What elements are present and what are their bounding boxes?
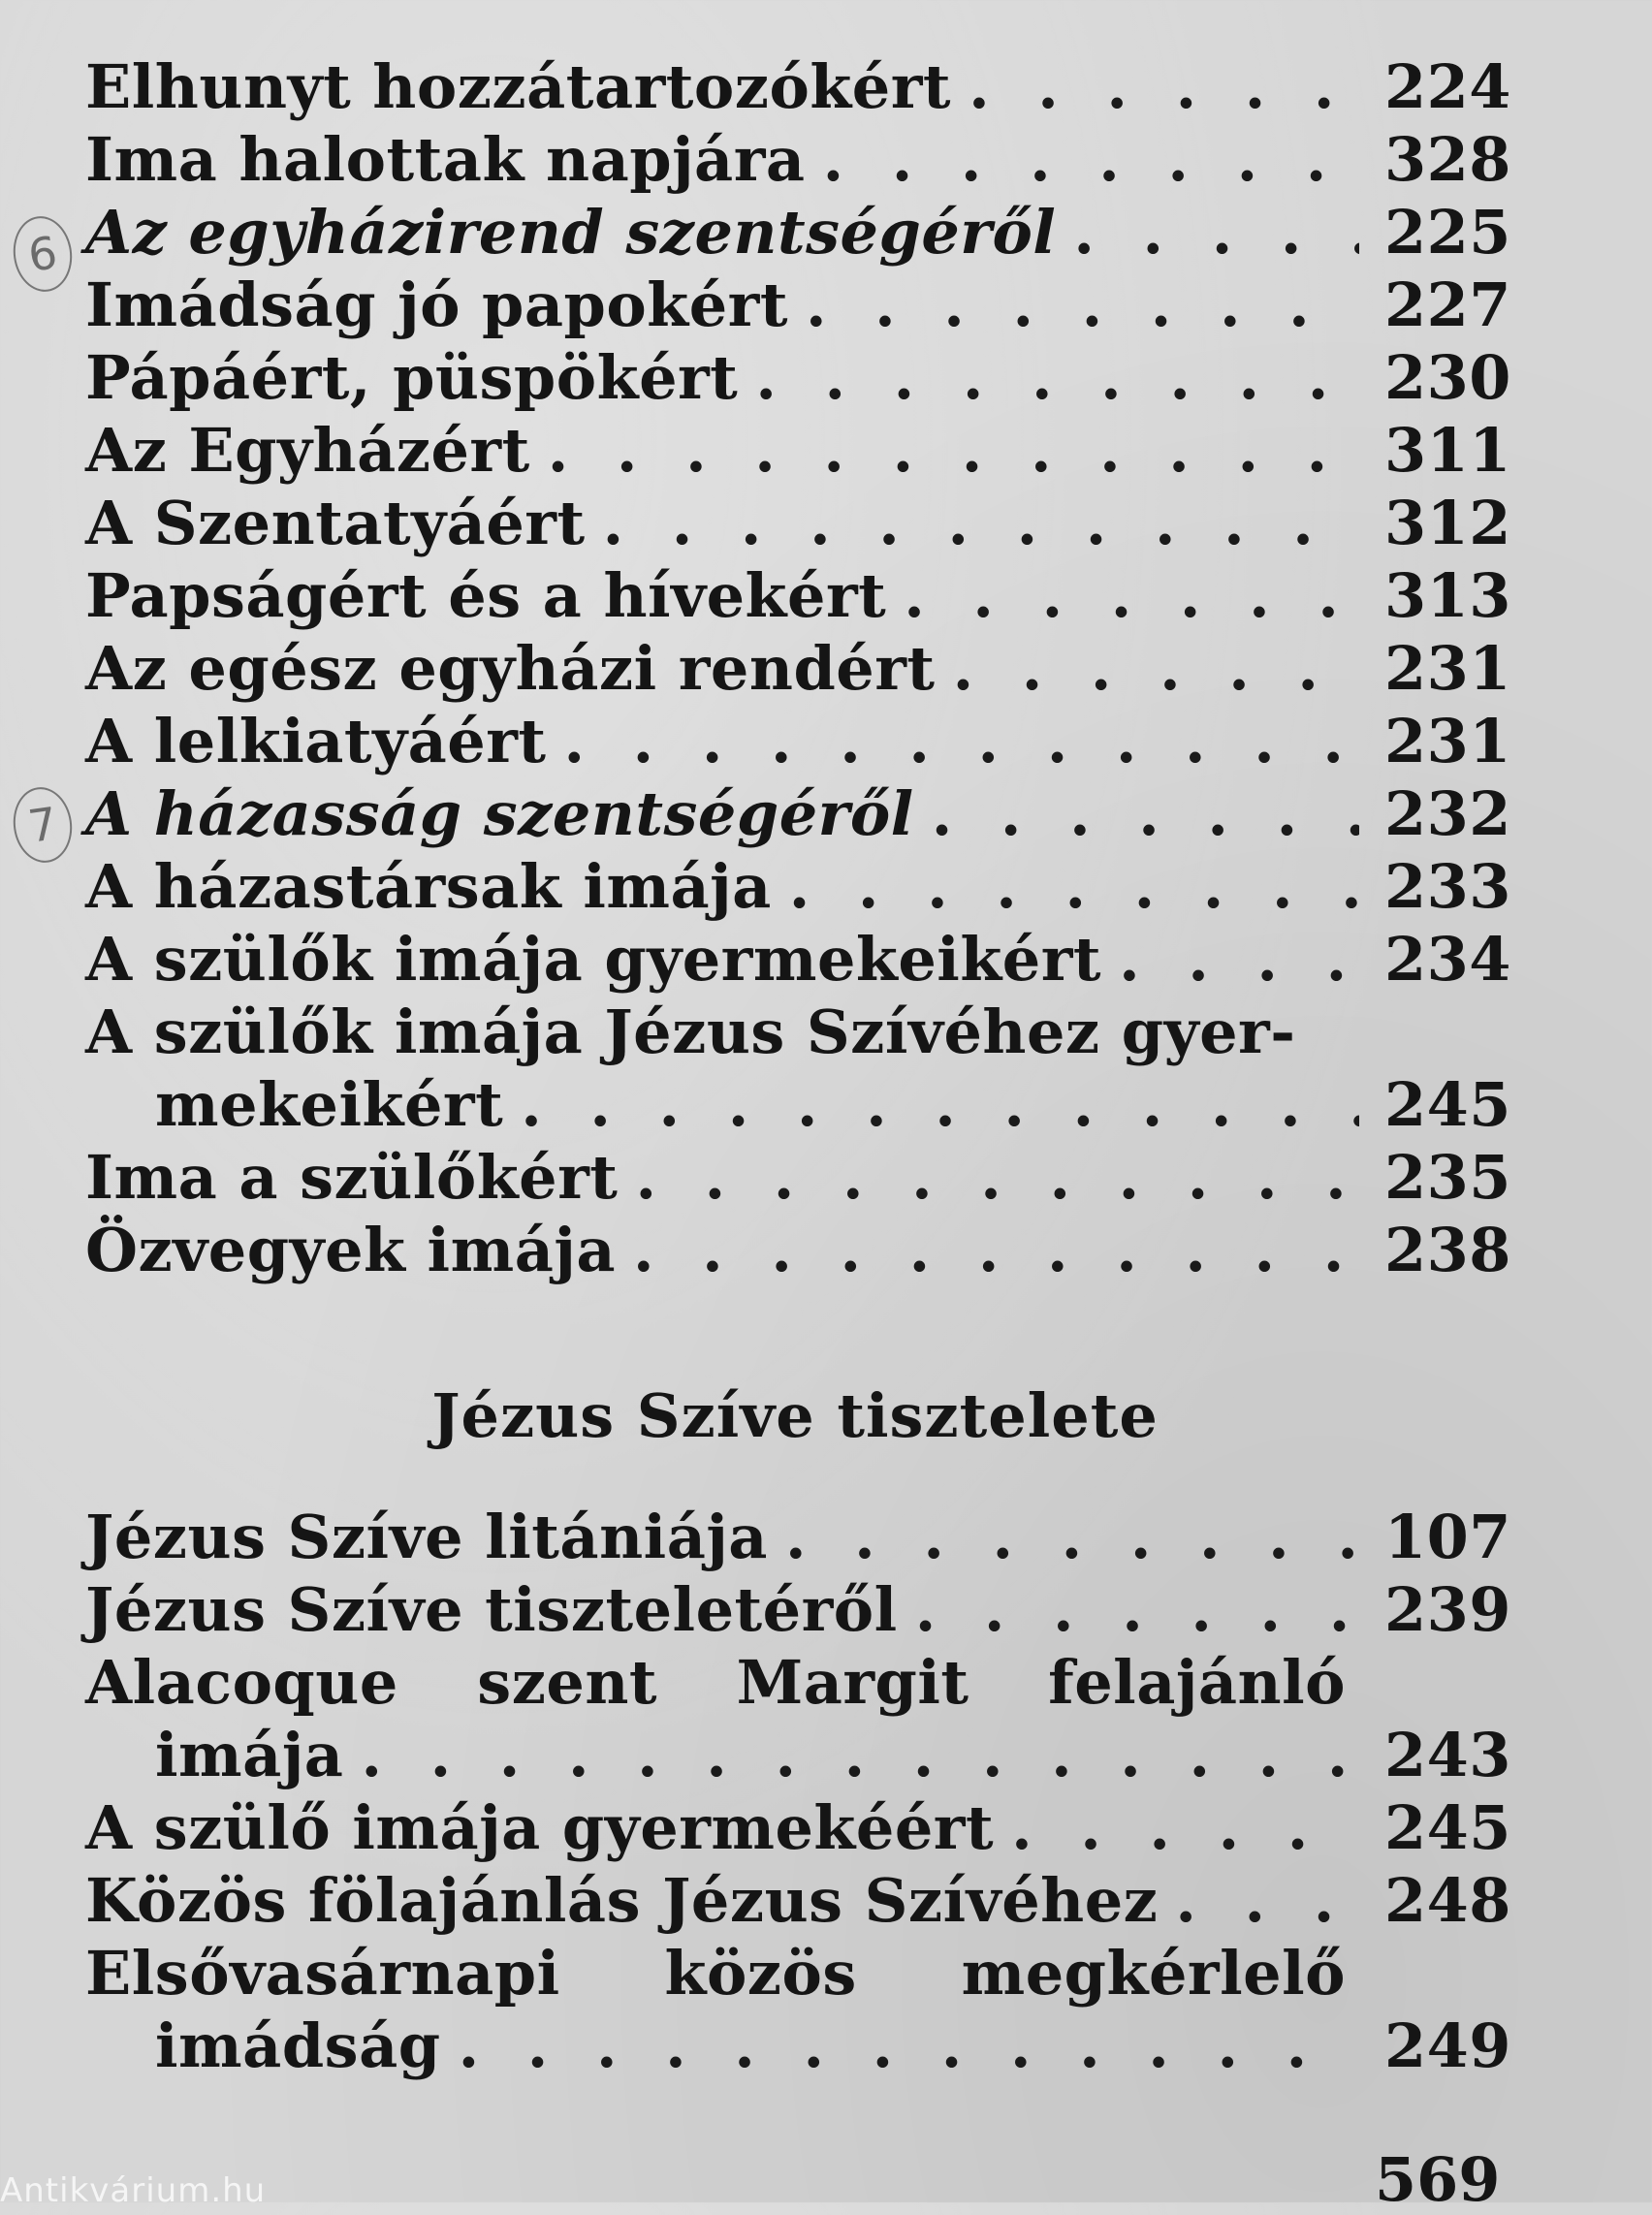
dot-leader (603, 487, 1359, 559)
toc-entry (85, 196, 1510, 269)
toc-entry (85, 1141, 1510, 1214)
dot-leader (969, 50, 1359, 123)
entry-title-continuation: mekeikért (155, 1069, 504, 1140)
toc-entry (85, 923, 1510, 996)
entry-page: 248 (1384, 1865, 1511, 1936)
entry-title-word: szent (477, 1647, 658, 1718)
entry-page: 234 (1384, 924, 1511, 995)
toc-entry (85, 1864, 1510, 1937)
entry-title: Papságért és a hívekért (85, 560, 887, 631)
entry-page: 249 (1384, 2010, 1511, 2081)
justified-title-line (85, 1646, 1346, 1719)
toc-entry (85, 632, 1510, 705)
pencil-annotation-7: 7 (9, 783, 77, 867)
entry-title: A szülők imája Jézus Szívéhez gyer- (85, 997, 1296, 1067)
dot-leader (633, 1214, 1359, 1286)
dot-leader (953, 632, 1359, 705)
entry-title: Az egész egyházi rendért (85, 633, 936, 704)
toc-entry (85, 705, 1510, 777)
entry-title: A lelkiatyáért (85, 706, 547, 776)
entry-title: Ima a szülőkért (85, 1142, 619, 1213)
toc-entry (85, 414, 1510, 487)
dot-leader (361, 1719, 1359, 1791)
entry-page: 239 (1384, 1574, 1511, 1645)
entry-title: Özvegyek imája (85, 1215, 616, 1285)
page-number: 569 (1375, 2144, 1501, 2215)
dot-leader (915, 1573, 1359, 1646)
toc-entry (85, 1501, 1510, 1573)
entry-title: Ima halottak napjára (85, 124, 806, 195)
entry-title: Az egyházirend szentségéről (85, 197, 1057, 268)
entry-title: A házasság szentségéről (85, 778, 914, 849)
dot-leader (635, 1141, 1359, 1214)
entry-page: 311 (1384, 415, 1511, 486)
toc-entry (85, 1214, 1510, 1286)
dot-leader (521, 1068, 1359, 1141)
watermark: Antikvárium.hu (0, 2171, 267, 2210)
entry-title-word: felajánló (1048, 1647, 1346, 1718)
dot-leader (785, 1501, 1359, 1573)
entry-page: 232 (1384, 778, 1511, 849)
entry-page: 243 (1384, 1720, 1511, 1790)
entry-title: Közös fölajánlás Jézus Szívéhez (85, 1865, 1159, 1936)
entry-page: 227 (1384, 269, 1511, 340)
entry-page: 238 (1384, 1215, 1511, 1285)
entry-page: 231 (1384, 706, 1511, 776)
toc-entry (85, 1646, 1510, 1791)
entry-page: 328 (1384, 124, 1511, 195)
toc-entry (85, 269, 1510, 341)
entry-title: Pápáért, püspökért (85, 342, 739, 413)
dot-leader (459, 2009, 1359, 2082)
entry-title: A szülő imája gyermekéért (85, 1792, 995, 1863)
entry-title-word: megkérlelő (961, 1938, 1346, 2009)
dot-leader (823, 123, 1359, 196)
entry-page: 224 (1384, 51, 1511, 122)
entry-page: 235 (1384, 1142, 1511, 1213)
entry-page: 245 (1384, 1792, 1511, 1863)
dot-leader (904, 559, 1359, 632)
entry-page: 312 (1384, 488, 1511, 558)
toc-entry (85, 123, 1510, 196)
dot-leader (564, 705, 1359, 777)
entry-title: Imádság jó papokért (85, 269, 788, 340)
toc-entry (85, 777, 1510, 850)
entry-page: 230 (1384, 342, 1511, 413)
entry-title: A házastársak imája (85, 851, 772, 922)
entry-title-word: Alacoque (85, 1647, 398, 1718)
entry-title-word: Elsővasárnapi (85, 1938, 560, 2009)
entry-title-word: Margit (736, 1647, 969, 1718)
dot-leader (1119, 923, 1359, 996)
pencil-annotation-6: 6 (9, 212, 77, 296)
toc-entry (85, 487, 1510, 559)
entry-title-continuation: imája (155, 1720, 344, 1790)
dot-leader (1073, 196, 1359, 269)
toc-entry (85, 850, 1510, 923)
dot-leader (548, 414, 1359, 487)
toc-section-1 (85, 50, 1510, 1286)
entry-title: A szülők imája gyermekeikért (85, 924, 1102, 995)
toc-entry (85, 1573, 1510, 1646)
toc-entry (85, 1937, 1510, 2082)
entry-title: A Szentatyáért (85, 488, 586, 558)
dot-leader (755, 341, 1359, 414)
justified-title-line (85, 1937, 1346, 2009)
section-heading: Jézus Szíve tisztelete (431, 1380, 1159, 1451)
dot-leader (1175, 1864, 1359, 1937)
toc-entry (85, 341, 1510, 414)
dot-leader (1011, 1791, 1359, 1864)
toc-entry (85, 559, 1510, 632)
entry-title: Elhunyt hozzátartozókért (85, 51, 952, 122)
entry-title: Jézus Szíve litániája (85, 1502, 768, 1572)
entry-title-word: közös (664, 1938, 857, 2009)
toc-section-2 (85, 1501, 1510, 2082)
toc-entry (85, 996, 1510, 1141)
entry-title: Az Egyházért (85, 415, 530, 486)
entry-page: 313 (1384, 560, 1511, 631)
entry-page: 107 (1384, 1502, 1511, 1572)
toc-entry (85, 1791, 1510, 1864)
dot-leader (932, 777, 1359, 850)
entry-page: 245 (1384, 1069, 1511, 1140)
entry-page: 233 (1384, 851, 1511, 922)
toc-entry (85, 50, 1510, 123)
dot-leader (789, 850, 1359, 923)
dot-leader (806, 269, 1359, 341)
entry-title: Jézus Szíve tiszteletéről (85, 1574, 898, 1645)
entry-page: 231 (1384, 633, 1511, 704)
entry-page: 225 (1384, 197, 1511, 268)
entry-title-continuation: imádság (155, 2010, 441, 2081)
